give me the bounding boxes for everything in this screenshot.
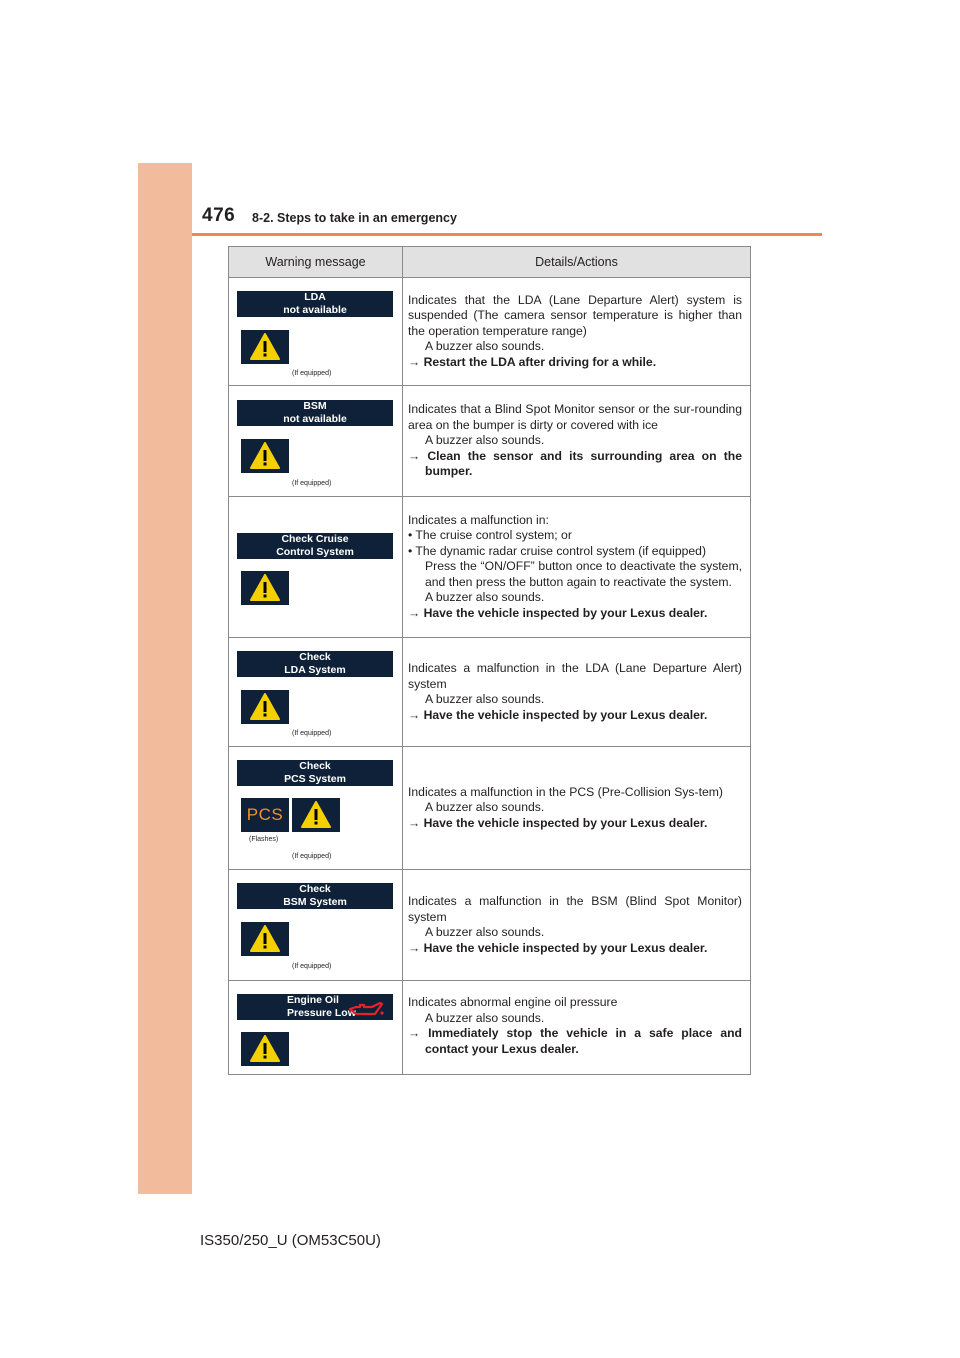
table-header-row — [229, 247, 751, 278]
table-row — [229, 870, 751, 981]
if-equipped-note: (If equipped) — [292, 963, 332, 970]
warning-message-cell — [229, 981, 403, 1075]
if-equipped-note: (If equipped) — [292, 370, 332, 377]
flashes-note: (Flashes) — [249, 836, 279, 843]
if-equipped-note: (If equipped) — [292, 730, 332, 737]
warning-message-cell — [229, 870, 403, 981]
pcs-icon: PCS — [241, 798, 289, 832]
warning-message-cell — [229, 386, 403, 497]
warning-message-cell — [229, 638, 403, 747]
details-cell: Indicates a malfunction in: • The cruise control system; or • The dynamic radar cruise control system (if equipped) Press the “ON/OFF” button once to deactivate the system, and then press the button again to reactivate the system. A buzzer also sounds. → Have the vehicle inspected by your Lexus dealer. — [403, 497, 751, 638]
table-row — [229, 747, 751, 870]
details-cell: Indicates that the LDA (Lane Departure Alert) system is suspended (The camera sensor temperature is higher than the operation temperature range) A buzzer also sounds. → Restart the LDA after driving for a while. — [403, 278, 751, 386]
warning-table — [228, 246, 751, 1075]
message-banner: Check Cruise Control System — [237, 533, 393, 559]
warning-triangle-icon — [241, 330, 289, 364]
warning-triangle-icon — [241, 439, 289, 473]
table-row — [229, 638, 751, 747]
warning-message-cell — [229, 497, 403, 638]
footer-model-code: IS350/250_U (OM53C50U) — [200, 1232, 381, 1249]
warning-message-cell — [229, 278, 403, 386]
column-header-details: Details/Actions — [403, 247, 751, 278]
message-banner: LDA not available — [237, 291, 393, 317]
details-cell: Indicates abnormal engine oil pressure A buzzer also sounds. → Immediately stop the vehicle in a safe place and contact your Lexus dealer. — [403, 981, 751, 1075]
message-banner: Check LDA System — [237, 651, 393, 677]
if-equipped-note: (If equipped) — [292, 480, 332, 487]
details-cell: Indicates a malfunction in the LDA (Lane Departure Alert) system A buzzer also sounds. → Have the vehicle inspected by your Lexus dealer. — [403, 638, 751, 747]
column-header-message: Warning message — [229, 247, 403, 278]
warning-message-cell — [229, 747, 403, 870]
details-cell: Indicates a malfunction in the BSM (Blind Spot Monitor) system A buzzer also sounds. → Have the vehicle inspected by your Lexus dealer. — [403, 870, 751, 981]
warning-triangle-icon — [241, 1032, 289, 1066]
message-banner: Check BSM System — [237, 883, 393, 909]
warning-triangle-icon — [241, 571, 289, 605]
table-row — [229, 981, 751, 1075]
warning-triangle-icon — [241, 690, 289, 724]
oil-can-icon — [347, 1000, 385, 1018]
table-row — [229, 278, 751, 386]
table-row — [229, 386, 751, 497]
details-cell: Indicates that a Blind Spot Monitor sensor or the sur-rounding area on the bumper is dirty or covered with ice A buzzer also sounds. → Clean the sensor and its surrounding area on the bumper. — [403, 386, 751, 497]
section-title: 8-2. Steps to take in an emergency — [252, 211, 457, 225]
message-banner: Check PCS System — [237, 760, 393, 786]
message-banner: Engine Oil Pressure Low — [237, 994, 393, 1020]
message-banner: BSM not available — [237, 400, 393, 426]
details-cell: Indicates a malfunction in the PCS (Pre-Collision Sys-tem) A buzzer also sounds. → Have the vehicle inspected by your Lexus dealer. — [403, 747, 751, 870]
warning-triangle-icon — [292, 798, 340, 832]
if-equipped-note: (If equipped) — [292, 853, 332, 860]
table-row — [229, 497, 751, 638]
header-rule — [192, 233, 822, 236]
warning-triangle-icon — [241, 922, 289, 956]
side-tab — [138, 163, 192, 1194]
page-number: 476 — [202, 205, 236, 226]
